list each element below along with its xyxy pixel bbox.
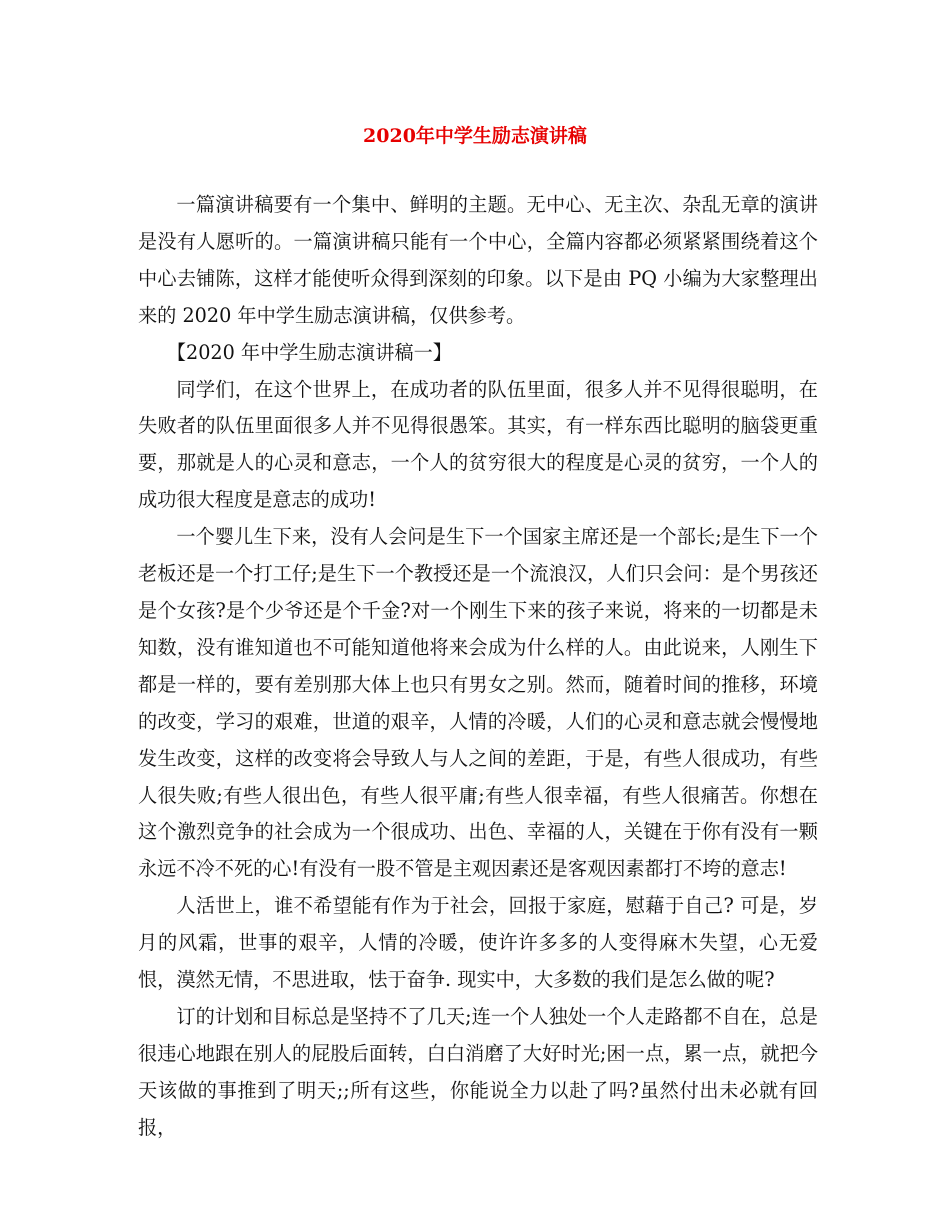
intro-paragraph: 一篇演讲稿要有一个集中、鲜明的主题。无中心、无主次、杂乱无章的演讲是没有人愿听的。一篇演讲稿只能有一个中心，全篇内容都必须紧紧围绕着这个中心去铺陈，这样才能使听众得到深刻的印象。以下是由 PQ 小编为大家整理出来的 2020 年中学生励志演讲稿，仅供参考。 <box>138 193 818 327</box>
body-paragraph: 一个婴儿生下来，没有人会问是生下一个国家主席还是一个部长;是生下一个老板还是一个打工仔;是生下一个教授还是一个流浪汉，人们只会问：是个男孩还是个女孩?是个少爷还是个千金?对一个刚生下来的孩子来说，将来的一切都是未知数，没有谁知道也不可能知道他将来会成为什么样的人。由此说来，人刚生下都是一样的，要有差别那大体上也只有男女之别。然而，随着时间的推移，环境的改变，学习的艰难，世道的艰辛，人情的冷暖，人们的心灵和意志就会慢慢地发生改变，这样的改变将会导致人与人之间的差距，于是，有些人很成功，有些人很失败;有些人很出色，有些人很平庸;有些人很幸福，有些人很痛苦。你想在这个激烈竞争的社会成为一个很成功、出色、幸福的人，关键在于你有没有一颗永远不冷不死的心!有没有一股不管是主观因素还是客观因素都打不垮的意志! <box>138 525 818 881</box>
document-body <box>138 187 818 1147</box>
document-title: 2020年中学生励志演讲稿 <box>363 125 587 147</box>
body-paragraph: 订的计划和目标总是坚持不了几天;连一个人独处一个人走路都不自在，总是很违心地跟在别人的屁股后面转，白白消磨了大好时光;困一点，累一点，就把今天该做的事推到了明天;;所有这些，你能说全力以赴了吗?虽然付出未必就有回报， <box>138 1004 818 1139</box>
section-heading: 【2020 年中学生励志演讲稿一】 <box>166 340 452 364</box>
body-paragraph: 同学们，在这个世界上，在成功者的队伍里面，很多人并不见得很聪明，在失败者的队伍里面很多人并不见得很愚笨。其实，有一样东西比聪明的脑袋更重要，那就是人的心灵和意志，一个人的贫穷很大的程度是心灵的贫穷，一个人的成功很大程度是意志的成功! <box>138 377 818 512</box>
body-paragraph: 人活世上，谁不希望能有作为于社会，回报于家庭，慰藉于自己? 可是，岁月的风霜，世事的艰辛，人情的冷暖，使许许多多的人变得麻木失望，心无爱恨，漠然无情，不思进取，怯于奋争. 现实中，大多数的我们是怎么做的呢? <box>138 894 818 992</box>
